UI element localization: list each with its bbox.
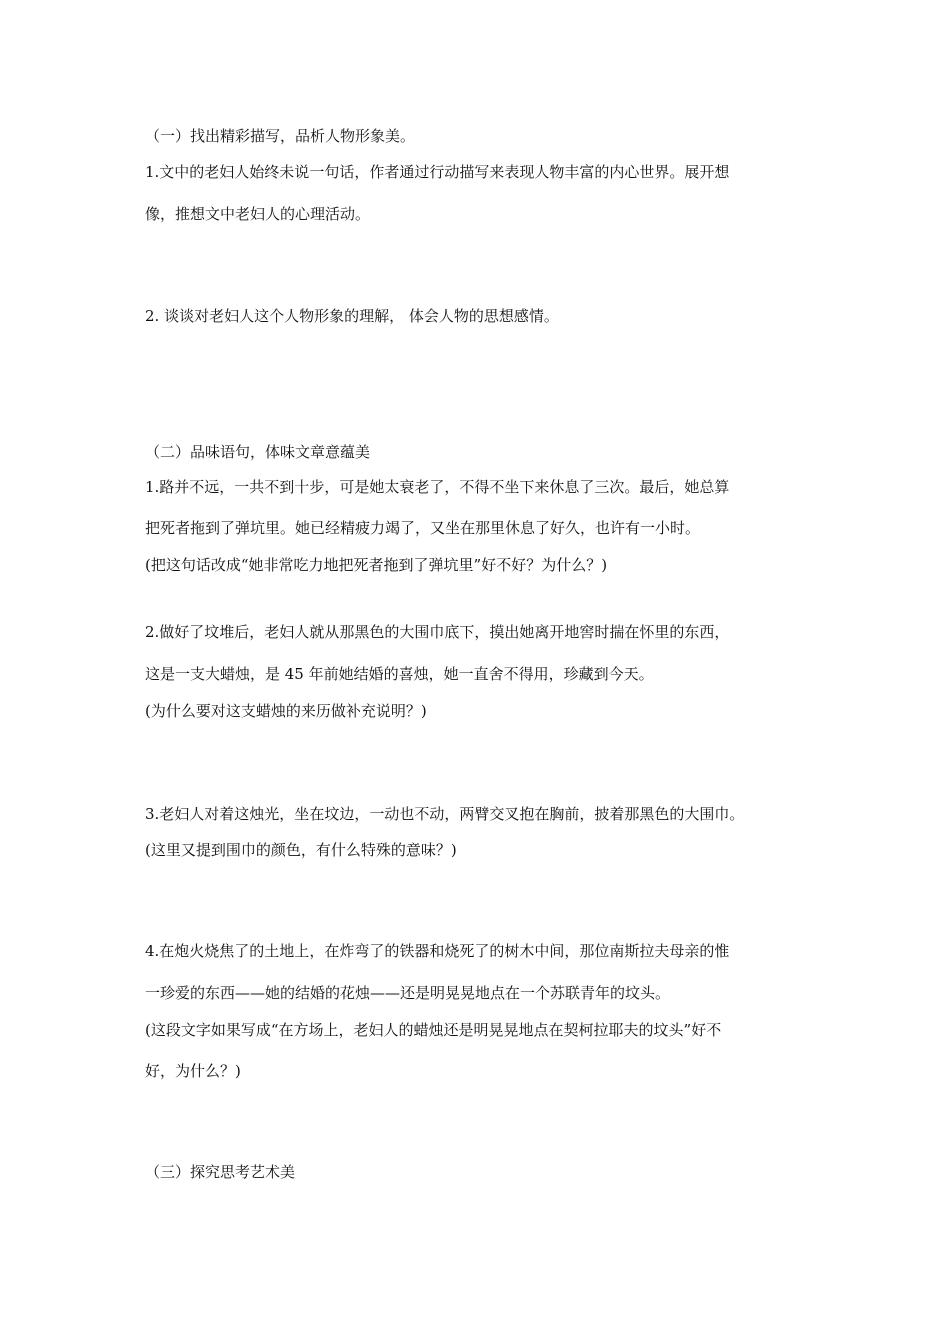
section-2-item-3-line-1: 3.老妇人对着这烛光，坐在坟边，一动也不动，两臂交叉抱在胸前，披着那黑色的大围巾。	[145, 805, 745, 823]
section-2-item-4-line-2: 一珍爱的东西——她的结婚的花烛——还是明晃晃地点在一个苏联青年的坟头。	[145, 984, 671, 1002]
section-1-item-1-line-1: 1.文中的老妇人始终未说一句话，作者通过行动描写来表现人物丰富的内心世界。展开想	[145, 163, 730, 181]
section-2-item-1-line-2: 把死者拖到了弹坑里。她已经精疲力竭了，又坐在那里休息了好久，也许有一小时。	[145, 519, 701, 537]
section-2-item-4-question-cont: 好，为什么？)	[145, 1062, 241, 1080]
section-1-heading: （一）找出精彩描写，品析人物形象美。	[145, 127, 416, 145]
section-2-item-1-question: (把这句话改成“她非常吃力地把死者拖到了弹坑里”好不好？为什么？)	[145, 556, 608, 574]
section-2-item-2-question: (为什么要对这支蜡烛的来历做补充说明？)	[145, 702, 427, 720]
section-2-item-3-question: (这里又提到围巾的颜色，有什么特殊的意味？)	[145, 841, 457, 859]
section-2-item-2-line-2: 这是一支大蜡烛，是 45 年前她结婚的喜烛，她一直舍不得用，珍藏到今天。	[145, 665, 654, 683]
section-1-item-2-line-1: 2. 谈谈对老妇人这个人物形象的理解， 体会人物的思想感情。	[145, 307, 559, 325]
section-3-heading: （三）探究思考艺术美	[145, 1163, 296, 1181]
section-2-item-4-question: (这段文字如果写成“在方场上，老妇人的蜡烛还是明晃晃地点在契柯拉耶夫的坟头”好不	[145, 1021, 722, 1039]
section-2-heading: （二）品味语句，体味文章意蕴美	[145, 443, 371, 461]
section-2-item-1-line-1: 1.路并不远，一共不到十步，可是她太衰老了，不得不坐下来休息了三次。最后，她总算	[145, 478, 730, 496]
section-2-item-4-line-1: 4.在炮火烧焦了的土地上，在炸弯了的铁器和烧死了的树木中间，那位南斯拉夫母亲的惟	[145, 942, 730, 960]
section-2-item-2-line-1: 2.做好了坟堆后，老妇人就从那黑色的大围巾底下，摸出她离开地窖时揣在怀里的东西，	[145, 623, 730, 641]
section-1-item-1-line-2: 像，推想文中老妇人的心理活动。	[145, 205, 371, 223]
